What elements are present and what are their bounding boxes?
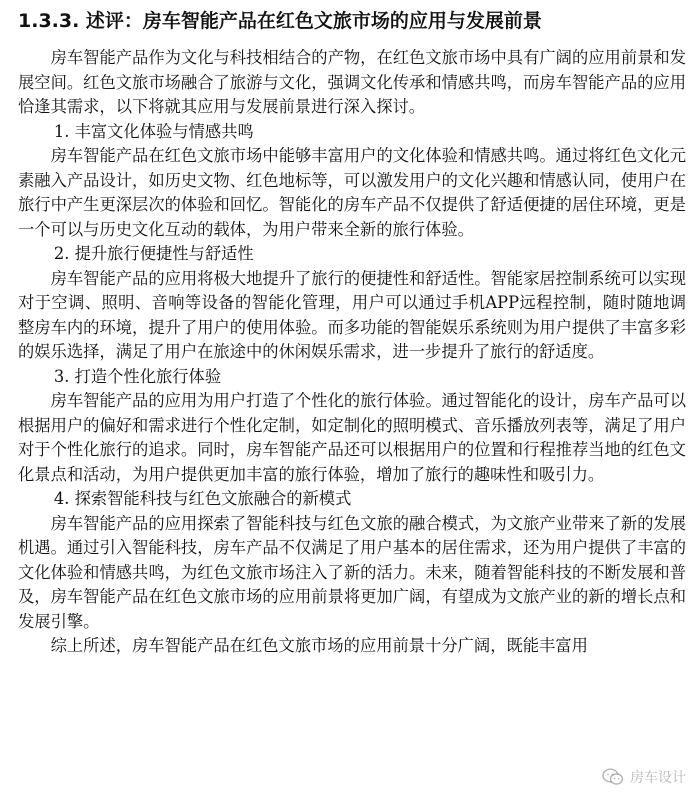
subsection-body-3: 房车智能产品的应用为用户打造了个性化的旅行体验。通过智能化的设计，房车产品可以根据用户的偏好和需求进行个性化定制，如定制化的照明模式、音乐播放列表等，满足了用户对于个性化旅行的追求。同时，房车智能产品还可以根据用户的位置和行程推荐当地的红色文化景点和活动，为用户提供更加丰富的旅行体验，增加了旅行的趣味性和吸引力。 [18, 391, 686, 484]
intro-paragraph: 房车智能产品作为文化与科技相结合的产物，在红色文旅市场中具有广阔的应用前景和发展空间。红色文旅市场融合了旅游与文化，强调文化传承和情感共鸣，而房车智能产品的应用恰逢其需求，以下将就其应用与发展前景进行深入探讨。 [18, 48, 686, 116]
watermark-text: 房车设计 [630, 770, 686, 786]
subsection-title-1: 1. 丰富文化体验与情感共鸣 [53, 121, 254, 141]
watermark [602, 767, 686, 787]
conclusion-paragraph: 综上所述，房车智能产品在红色文旅市场的应用前景十分广阔，既能丰富用 [50, 636, 588, 655]
subsection-title-3: 3. 打造个性化旅行体验 [53, 366, 222, 386]
subsection-title-2: 2. 提升旅行便捷性与舒适性 [53, 244, 254, 263]
subsection-body-1: 房车智能产品在红色文旅市场中能够丰富用户的文化体验和情感共鸣。通过将红色文化元素融入产品设计，如历史文物、红色地标等，可以激发用户的文化兴趣和情感认同，使用户在旅行中产生更深层次的体验和回忆。智能化的房车产品不仅提供了舒适便捷的居住环境，更是一个可以与历史文化互动的载体，为用户带来全新的旅行体验。 [18, 146, 686, 239]
wechat-icon [602, 768, 624, 786]
section-heading: 1.3.3. 述评：房车智能产品在红色文旅市场的应用与发展前景 [18, 10, 542, 32]
document-page [18, 8, 686, 659]
subsection-body-2: 房车智能产品的应用将极大地提升了旅行的便捷性和舒适性。智能家居控制系统可以实现对于空调、照明、音响等设备的智能化管理，用户可以通过手机APP远程控制，随时随地调整房车内的环境，提升了用户的使用体验。而多功能的智能娱乐系统则为用户提供了丰富多彩的娱乐选择，满足了用户在旅途中的休闲娱乐需求，进一步提升了旅行的舒适度。 [18, 268, 686, 361]
subsection-title-4: 4. 探索智能科技与红色文旅融合的新模式 [53, 489, 352, 508]
subsection-body-4: 房车智能产品的应用探索了智能科技与红色文旅的融合模式，为文旅产业带来了新的发展机遇。通过引入智能科技，房车产品不仅满足了用户基本的居住需求，还为用户提供了丰富的文化体验和情感共鸣，为红色文旅市场注入了新的活力。未来，随着智能科技的不断发展和普及，房车智能产品在红色文旅市场的应用前景将更加广阔，有望成为文旅产业的新的增长点和发展引擎。 [18, 513, 686, 631]
